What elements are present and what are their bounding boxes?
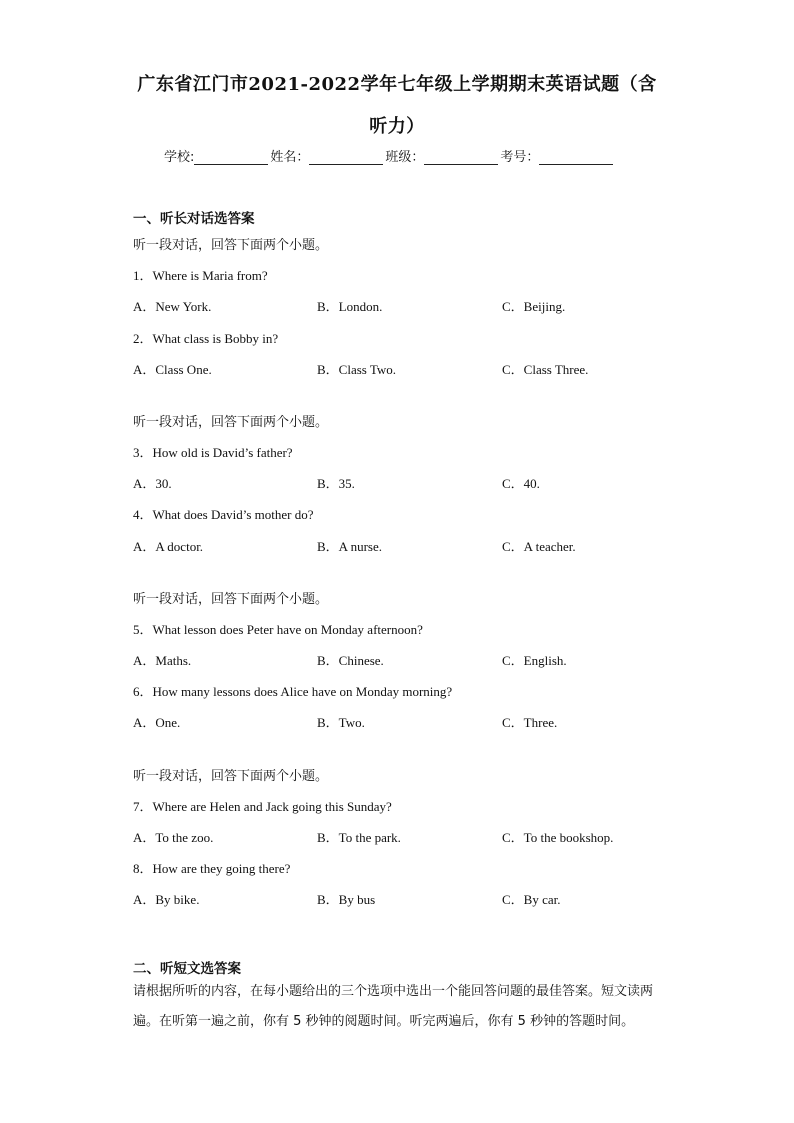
class-label: 班级：	[385, 150, 425, 165]
group-intro: 听一段对话，回答下面两个小题。	[133, 769, 329, 784]
option-c: C．By car.	[502, 892, 561, 907]
option-a: A．A doctor.	[133, 539, 204, 554]
school-field[interactable]	[194, 150, 268, 165]
option-b: B．Class Two.	[317, 362, 397, 377]
question-text: 7．Where are Helen and Jack going this Sunday?	[133, 799, 392, 814]
option-c: C．English.	[502, 653, 567, 668]
option-a: A．Class One.	[133, 362, 212, 377]
name-field[interactable]	[309, 150, 383, 165]
option-a: A．30.	[133, 476, 172, 491]
option-b: B．By bus	[317, 892, 376, 907]
question-text: 5．What lesson does Peter have on Monday afternoon?	[133, 622, 423, 637]
option-a: A．Maths.	[133, 653, 192, 668]
option-c: C．40.	[502, 476, 540, 491]
option-c: C．A teacher.	[502, 539, 576, 554]
option-b: B．Chinese.	[317, 653, 384, 668]
option-a: A．One.	[133, 715, 181, 730]
section-heading: 一、听长对话选答案	[133, 211, 255, 227]
option-b: B．A nurse.	[317, 539, 383, 554]
group-intro: 听一段对话，回答下面两个小题。	[133, 238, 329, 253]
school-label: 学校:	[164, 150, 195, 165]
option-c: C．Three.	[502, 715, 558, 730]
option-a: A．By bike.	[133, 892, 200, 907]
option-b: B．Two.	[317, 715, 365, 730]
option-c: C．To the bookshop.	[502, 830, 614, 845]
option-b: B．To the park.	[317, 830, 401, 845]
question-text: 1．Where is Maria from?	[133, 268, 268, 283]
question-text: 8．How are they going there?	[133, 861, 291, 876]
name-label: 姓名：	[270, 150, 310, 165]
page-title-continuation: 听力）	[369, 116, 425, 137]
option-c: C．Beijing.	[502, 299, 566, 314]
section-instructions: 请根据所听的内容，在每小题给出的三个选项中选出一个能回答问题的最佳答案。短文读两遍。在听第一遍之前，你有 5 秒钟的阅题时间。听完两遍后，你有 5 秒钟的答题时间。	[133, 984, 654, 1029]
group-intro: 听一段对话，回答下面两个小题。	[133, 415, 329, 430]
option-a: A．New York.	[133, 299, 212, 314]
class-field[interactable]	[424, 150, 498, 165]
option-c: C．Class Three.	[502, 362, 589, 377]
option-b: B．35.	[317, 476, 355, 491]
number-field[interactable]	[539, 150, 613, 165]
question-text: 3．How old is David’s father?	[133, 445, 293, 460]
page-title: 广东省江门市2021-2022学年七年级上学期期末英语试题（含	[137, 74, 657, 95]
option-b: B．London.	[317, 299, 383, 314]
section-heading: 二、听短文选答案	[133, 961, 241, 977]
student-info-row	[164, 146, 615, 165]
question-text: 6．How many lessons does Alice have on Monday morning?	[133, 684, 453, 699]
question-text: 4．What does David’s mother do?	[133, 507, 314, 522]
option-a: A．To the zoo.	[133, 830, 214, 845]
number-label: 考号：	[500, 150, 540, 165]
group-intro: 听一段对话，回答下面两个小题。	[133, 592, 329, 607]
question-text: 2．What class is Bobby in?	[133, 331, 279, 346]
